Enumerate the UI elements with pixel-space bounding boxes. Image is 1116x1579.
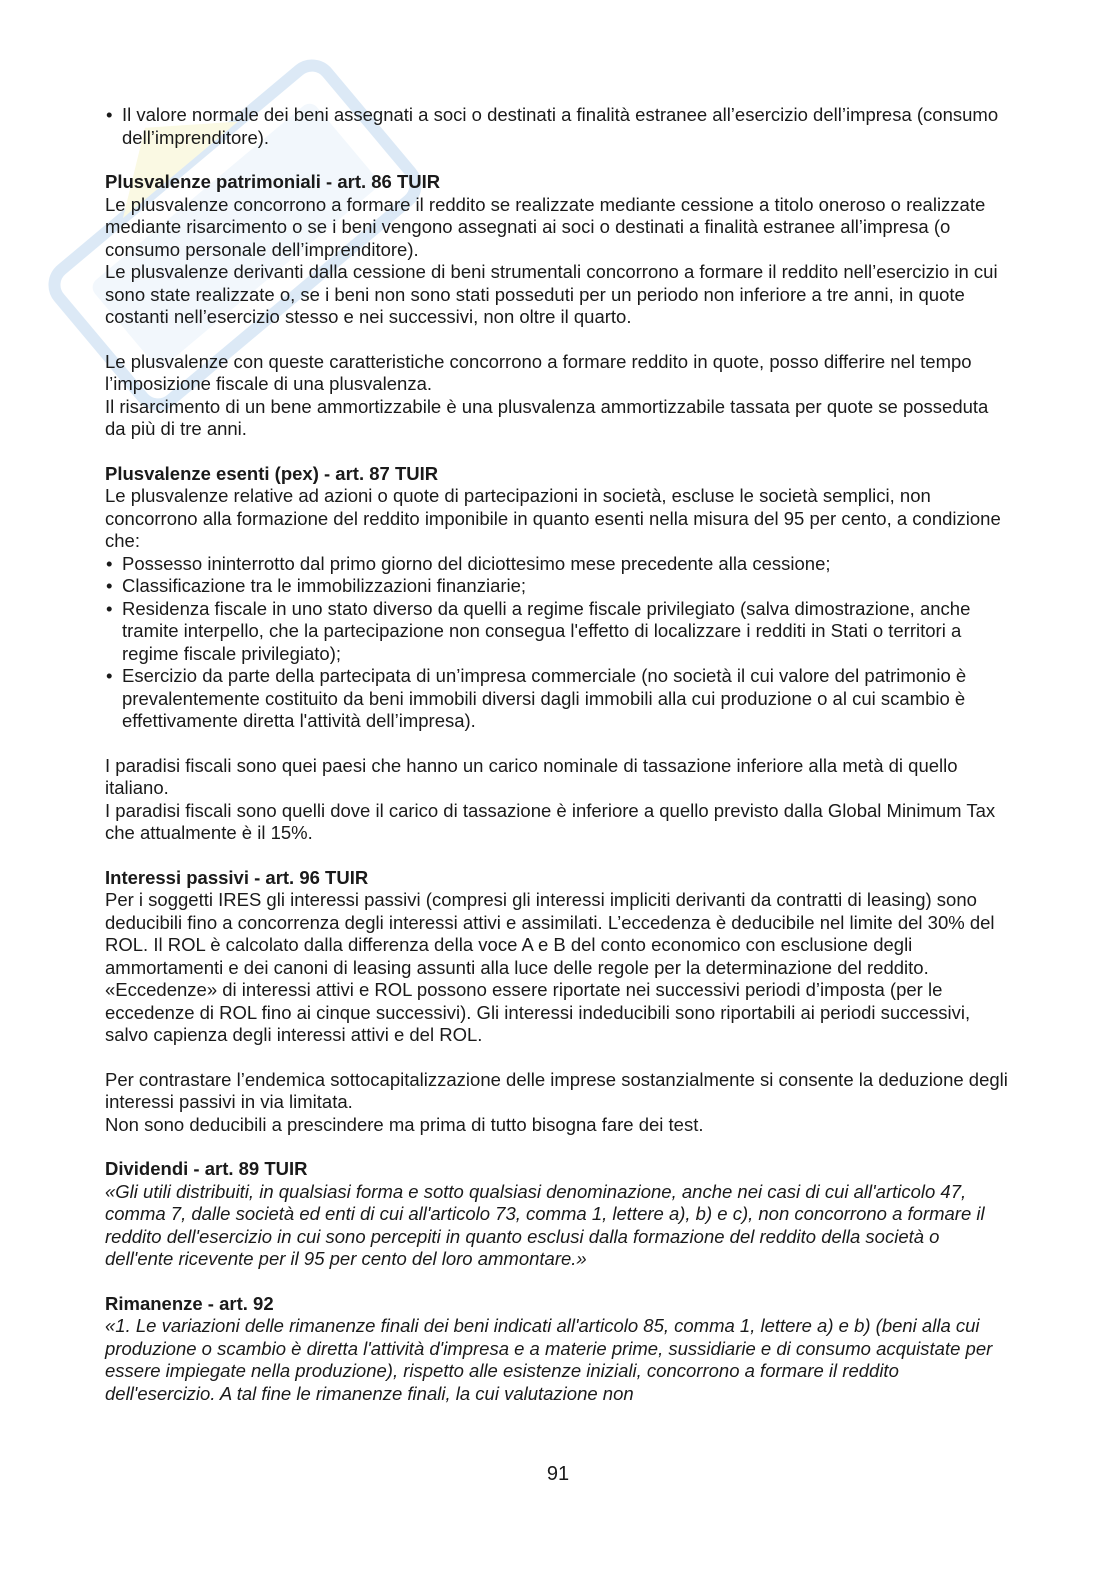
heading-plusvalenze-patrimoniali: Plusvalenze patrimoniali - art. 86 TUIR — [105, 171, 441, 192]
heading-interessi-passivi: Interessi passivi - art. 96 TUIR — [105, 866, 369, 888]
page-number: 91 — [546, 1463, 570, 1485]
section-plusvalenze-patrimoniali — [105, 171, 1010, 441]
page-content — [105, 104, 1010, 1405]
section-rimanenze — [105, 1293, 1010, 1406]
paragraph: Per i soggetti IRES gli interessi passivi (compresi gli interessi impliciti derivanti da contratti di leasing) sono deducibili fino a concorrenza degli interessi attivi e assimilati. L’eccedenza è deducibile nel limite del 30% del ROL. Il ROL è calcolato dalla differenza della voce A e B del conto economico con esclusione degli ammortamenti e dei canoni di leasing assunti alla luce delle regole per la determinazione del reddito. «Eccedenze» di interessi attivi e ROL possono essere riportate nei successivi periodi d’imposta (per le eccedenze di ROL fino ai cinque successivi). Gli interessi indeducibili sono riportabili ai periodi successivi, salvo capienza degli interessi attivi e del ROL. — [105, 889, 995, 1045]
paragraph: Le plusvalenze con queste caratteristiche concorrono a formare reddito in quote, posso differire nel tempo l’imposizione fiscale di una plusvalenza. — [105, 350, 972, 394]
section-dividendi — [105, 1158, 1010, 1271]
paragraph: I paradisi fiscali sono quelli dove il carico di tassazione è inferiore a quello previsto dalla Global Minimum Tax che attualmente è il 15%. — [105, 799, 996, 843]
section-plusvalenze-esenti — [105, 463, 1010, 845]
list-item: • Esercizio da parte della partecipata di un’impresa commerciale (no società il cui valore del patrimonio è prevalentemente costituito da beni immobili diversi dagli immobili alla cui produzione o al cui scambio è effettivamente diretta l'attività dell’impresa). — [105, 665, 1010, 733]
paragraph: Le plusvalenze derivanti dalla cessione di beni strumentali concorrono a formare il reddito nell’esercizio in cui sono state realizzate o, se i beni non sono stati posseduti per un periodo non inferiore a tre anni, in quote costanti nell’esercizio stesso e nei successivi, non oltre il quarto. — [105, 261, 998, 327]
intro-bullet: • Il valore normale dei beni assegnati a soci o destinati a finalità estranee all’esercizio dell’impresa (consumo dell’imprenditore). — [105, 104, 1010, 149]
section-interessi-passivi — [105, 867, 1010, 1137]
paragraph: I paradisi fiscali sono quei paesi che hanno un carico nominale di tassazione inferiore alla metà di quello italiano. — [105, 754, 958, 798]
paragraph: Le plusvalenze relative ad azioni o quote di partecipazioni in società, escluse le società semplici, non concorrono alla formazione del reddito imponibile in quanto esenti nella misura del 95 per cento, a condizione che: — [105, 485, 1001, 551]
heading-plusvalenze-esenti: Plusvalenze esenti (pex) - art. 87 TUIR — [105, 462, 439, 484]
heading-rimanenze: Rimanenze - art. 92 — [105, 1292, 274, 1314]
quote-rimanenze: «1. Le variazioni delle rimanenze finali dei beni indicati all'articolo 85, comma 1, lettere a) e b) (beni alla cui produzione o scambio è diretta l'attività d'impresa e a materie prime, sussidiarie e di consumo acquistate per essere impiegate nella produzione), rispetto alle esistenze iniziali, concorrono a formare il reddito dell'esercizio. A tal fine le rimanenze finali, la cui valutazione non — [105, 1315, 993, 1404]
list-item: • Possesso ininterrotto dal primo giorno del diciottesimo mese precedente alla cessione; — [105, 553, 1010, 576]
paragraph: Non sono deducibili a prescindere ma prima di tutto bisogna fare dei test. — [105, 1113, 704, 1135]
conditions-list — [105, 553, 1010, 733]
paragraph: Le plusvalenze concorrono a formare il reddito se realizzate mediante cessione a titolo oneroso o realizzate mediante risarcimento o se i beni vengono assegnati ai soci o destinati a finalità estranee all’impresa (o consumo personale dell’imprenditore). — [105, 193, 986, 260]
paragraph: Il risarcimento di un bene ammortizzabile è una plusvalenza ammortizzabile tassata per quote se posseduta da più di tre anni. — [105, 395, 989, 439]
list-item: • Classificazione tra le immobilizzazioni finanziarie; — [105, 575, 1010, 598]
list-item: • Residenza fiscale in uno stato diverso da quelli a regime fiscale privilegiato (salva dimostrazione, anche tramite interpello, che la partecipazione non consegua l'effetto di localizzare i redditi in Stati o territori a regime fiscale privilegiato); — [105, 598, 1010, 666]
quote-dividendi: «Gli utili distribuiti, in qualsiasi forma e sotto qualsiasi denominazione, anche nei casi di cui all'articolo 47, comma 7, dalle società ed enti di cui all'articolo 73, comma 1, lettere a), b) e c), non concorrono a formare il reddito dell'esercizio in cui sono percepiti in quanto esclusi dalla formazione del reddito della società o dell'ente ricevente per il 95 per cento del loro ammontare.» — [105, 1180, 985, 1269]
paragraph: Per contrastare l’endemica sottocapitalizzazione delle imprese sostanzialmente si consente la deduzione degli interessi passivi in via limitata. — [105, 1068, 1008, 1112]
intro-list — [105, 104, 1010, 149]
heading-dividendi: Dividendi - art. 89 TUIR — [105, 1158, 308, 1179]
